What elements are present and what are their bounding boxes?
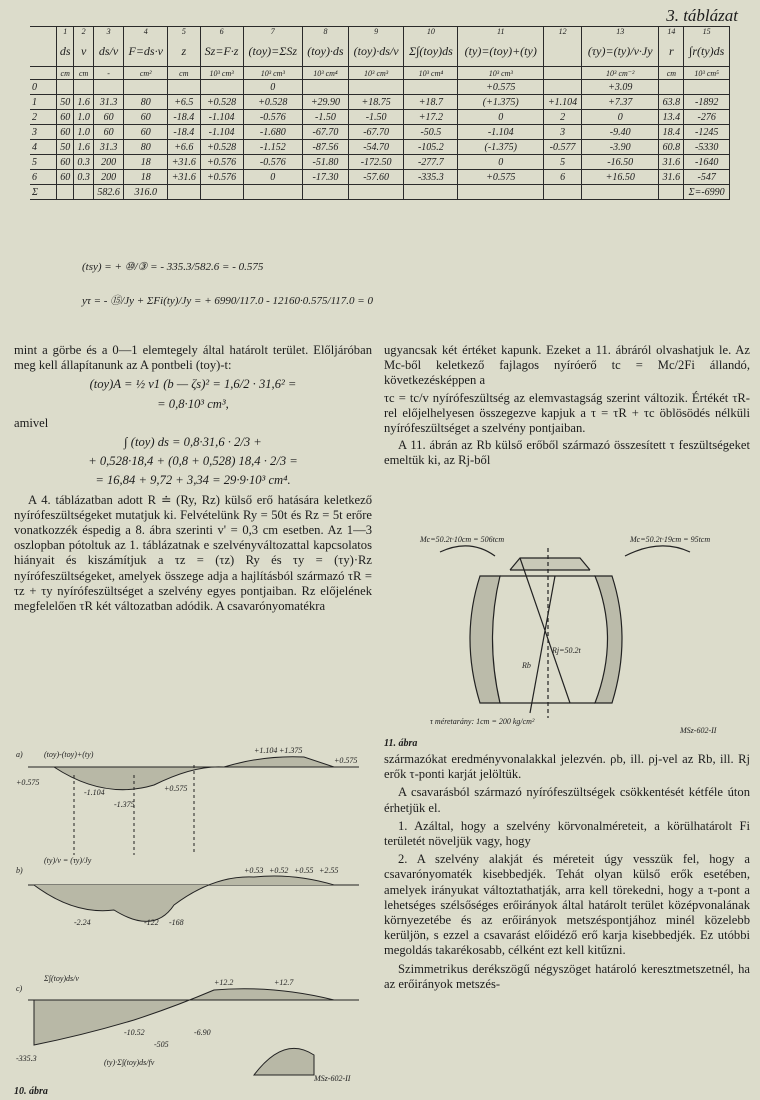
table-cell: 18: [124, 155, 168, 170]
colnum: 2: [74, 27, 93, 37]
table-cell: -172.50: [348, 155, 403, 170]
table-cell: 50: [57, 140, 74, 155]
table-cell: [200, 185, 243, 200]
table-cell: -1892: [684, 95, 730, 110]
table-cell: [404, 185, 458, 200]
table-cell: [57, 185, 74, 200]
table-column-numbers: [30, 27, 730, 37]
value: -168: [169, 918, 184, 927]
colnum: 15: [684, 27, 730, 37]
value: +0.52: [269, 866, 289, 875]
table-cell: 6: [544, 170, 582, 185]
table-cell: -276: [684, 110, 730, 125]
formula-tsy: (tsy) = + ⑩/③ = - 335.3/582.6 = - 0.575: [82, 261, 264, 273]
table-cell: [582, 185, 659, 200]
table-unit: cm: [57, 67, 74, 80]
table-cell: 200: [93, 155, 124, 170]
paragraph: Szimmetrikus derékszögű négyszöget határoló keresztmetszetnél, ha az erőirányok metszés-: [384, 961, 750, 991]
table-cell: -105.2: [404, 140, 458, 155]
row-label: 2: [30, 110, 57, 125]
value: -505: [154, 1040, 169, 1049]
table-cell: +31.6: [168, 170, 200, 185]
table-row: [30, 125, 730, 140]
value: +0.55: [294, 866, 314, 875]
colnum: 14: [659, 27, 684, 37]
left-column: [14, 343, 372, 616]
table-unit: 10³ cm³: [348, 67, 403, 80]
table-header: [544, 36, 582, 67]
table-cell: -0.576: [243, 155, 302, 170]
table-cell: [544, 80, 582, 95]
label-c-top: Σ∫(toy)ds/v: [44, 974, 79, 983]
table-cell: +29.90: [303, 95, 349, 110]
table-unit: 10³ cm³: [200, 67, 243, 80]
table-unit: 10³ cm⁴: [404, 67, 458, 80]
table-cell: 60.8: [659, 140, 684, 155]
table-header: F=ds·v: [124, 36, 168, 67]
table-header: z: [168, 36, 200, 67]
stress-diagram-left: [470, 576, 500, 703]
table-cell: 316.0: [124, 185, 168, 200]
table-header: (toy)·ds: [303, 36, 349, 67]
table-cell: [404, 80, 458, 95]
value: +1.104: [254, 746, 278, 755]
table-cell: [348, 185, 403, 200]
paragraph: amivel: [14, 415, 49, 430]
table-cell: +1.104: [544, 95, 582, 110]
row-label: 3: [30, 125, 57, 140]
colnum: 11: [458, 27, 544, 37]
equation: = 16,84 + 9,72 + 3,34 = 29·9·10³ cm⁴.: [95, 473, 291, 488]
table-cell: [74, 185, 93, 200]
table-cell: Σ=-6990: [684, 185, 730, 200]
table-cell: +0.576: [200, 155, 243, 170]
table-cell: 60: [93, 125, 124, 140]
label-c: c): [16, 984, 23, 993]
table-cell: 60: [93, 110, 124, 125]
table-cell: 31.6: [659, 155, 684, 170]
paragraph: ugyancsak két értéket kapunk. Ezeket a 11. ábráról olvashatjuk le. Az Mc-ből keletkező fajlagos nyíróerő tc = Mc/2Fi állandó, következésképpen a: [384, 343, 750, 388]
value: -122: [144, 918, 159, 927]
table-header-row: [30, 36, 730, 67]
formula-ytau: yτ = - ⑮/Jy + ΣFi(ty)/Jy = + 6990/117.0 - 12160·0.575/117.0 = 0: [82, 295, 373, 307]
colnum: 4: [124, 27, 168, 37]
table-header: (toy)·ds/v: [348, 36, 403, 67]
table-cell: -1.152: [243, 140, 302, 155]
table-header: r: [659, 36, 684, 67]
table-header: ds: [57, 36, 74, 67]
table-cell: 1.0: [74, 110, 93, 125]
stress-diagram-right: [595, 576, 622, 703]
value: +0.53: [244, 866, 264, 875]
table-cell: 80: [124, 140, 168, 155]
table-cell: +16.50: [582, 170, 659, 185]
table-unit: cm: [168, 67, 200, 80]
value: -335.3: [16, 1054, 37, 1063]
table-cell: 0: [582, 110, 659, 125]
value: -1.104: [84, 788, 105, 797]
paragraph: 2. A szelvény alakját és méreteit úgy vesszük fel, hogy a csavarónyomaték kisebbedjék. Tehát olyan külső erők esetében, amelyek irányukat változtathatják, arra kell törekedni, hogy a τ-pont a lehetséges szélsőséges erőirányok által határolt terület középvonalának környezetébe és az erőirányok metszéspontjához minél közelebb kerüljön, s ezzel a csavarást előidéző erő karja kisebbedjék. Ez utóbbi megoldás takarékosabb, célként ezt kell kitűzni.: [384, 852, 750, 958]
table-row: [30, 170, 730, 185]
table-unit: 10³ cm³: [243, 67, 302, 80]
table-cell: 200: [93, 170, 124, 185]
table-cell: +6.6: [168, 140, 200, 155]
table-cell: +7.37: [582, 95, 659, 110]
table-header: ∫r(ty)ds: [684, 36, 730, 67]
table-cell: +0.576: [200, 170, 243, 185]
table-cell: +17.2: [404, 110, 458, 125]
table-cell: -335.3: [404, 170, 458, 185]
table-cell: (+1.375): [458, 95, 544, 110]
table-cell: -17.30: [303, 170, 349, 185]
table-cell: [303, 80, 349, 95]
colnum: 9: [348, 27, 403, 37]
table-cell: +0.575: [458, 170, 544, 185]
table-cell: 60: [124, 110, 168, 125]
paragraph: τc = tc/v nyírófeszültség az elemvastagság szerint változik. Értékét τR-rel előjelhelyesen összegezve kapjuk a τ = τR + τc öblösödés nélküli nyírófeszültséget a szelvény pontjaiban.: [384, 390, 750, 436]
table-cell: 60: [57, 110, 74, 125]
table-cell: 31.6: [659, 170, 684, 185]
table-cell: -67.70: [303, 125, 349, 140]
row-label: 5: [30, 155, 57, 170]
moment-arrow-left: [440, 546, 495, 556]
table-corner: [30, 36, 57, 67]
value: +12.2: [214, 978, 234, 987]
table-sum-row: [30, 185, 730, 200]
table-cell: -57.60: [348, 170, 403, 185]
table-cell: +6.5: [168, 95, 200, 110]
table-cell: -51.80: [303, 155, 349, 170]
paragraph: származókat eredményvonalakkal jelezvén. ρb, ill. ρj-vel az Rb, ill. Rj erők τ-ponti karját jelöltük.: [384, 752, 750, 782]
table-title: 3. táblázat: [666, 6, 738, 25]
table-row: [30, 140, 730, 155]
figure-10-caption: 10. ábra: [14, 1086, 48, 1097]
table-cell: 60: [124, 125, 168, 140]
equation: ∫ (toy) ds = 0,8·31,6 · 2/3 +: [124, 435, 262, 450]
table-cell: 5: [544, 155, 582, 170]
row-label: 4: [30, 140, 57, 155]
table-cell: -5330: [684, 140, 730, 155]
table-cell: 31.3: [93, 95, 124, 110]
table-cell: 80: [124, 95, 168, 110]
table-cell: -54.70: [348, 140, 403, 155]
table-cell: [93, 80, 124, 95]
table-cell: 0: [243, 80, 302, 95]
table-row: [30, 80, 730, 95]
table-cell: -1.50: [348, 110, 403, 125]
table-cell: 60: [57, 170, 74, 185]
table-cell: +0.528: [200, 95, 243, 110]
table-cell: 0: [458, 155, 544, 170]
colnum: 5: [168, 27, 200, 37]
right-column: [384, 343, 750, 471]
table-cell: 1.6: [74, 140, 93, 155]
right-column-lower: [384, 752, 750, 995]
table-cell: -1.104: [200, 125, 243, 140]
colnum: 1: [57, 27, 74, 37]
table-cell: 0: [243, 170, 302, 185]
sum-label: Σ: [30, 185, 57, 200]
label-a: a): [16, 750, 23, 759]
colnum: 6: [200, 27, 243, 37]
paragraph: A csavarásból származó nyírófeszültségek csökkentését kétféle úton érhetjük el.: [384, 785, 750, 815]
table-cell: 31.3: [93, 140, 124, 155]
table-cell: 1.0: [74, 125, 93, 140]
table-cell: +0.575: [458, 80, 544, 95]
table-unit: cm: [74, 67, 93, 80]
table-cell: [168, 185, 200, 200]
table-cell: -67.70: [348, 125, 403, 140]
table-header: Sz=F·z: [200, 36, 243, 67]
figure-11: [380, 528, 750, 748]
table-header: (τy)=(ty)/v·Jy: [582, 36, 659, 67]
table-cell: 582.6: [93, 185, 124, 200]
table-cell: 18: [124, 170, 168, 185]
table-cell: -1.104: [458, 125, 544, 140]
label-mc-left: Mc=50.2t·10cm = 506tcm: [420, 535, 505, 544]
table-header: Σ∫(toy)ds: [404, 36, 458, 67]
equation: = 0,8·10³ cm³,: [157, 396, 229, 411]
diagram-c: [34, 989, 334, 1045]
table-cell: -18.4: [168, 110, 200, 125]
table-cell: [458, 185, 544, 200]
table-cell: +18.75: [348, 95, 403, 110]
table-cell: [684, 80, 730, 95]
colnum: 10: [404, 27, 458, 37]
label-rj: Rj=50.2t: [552, 646, 581, 655]
table-row: [30, 95, 730, 110]
table-cell: 63.8: [659, 95, 684, 110]
table-row: [30, 155, 730, 170]
table-cell: -3.90: [582, 140, 659, 155]
table-cell: 18.4: [659, 125, 684, 140]
value: +0.575: [164, 784, 188, 793]
moment-arrow-right: [625, 546, 690, 556]
table-cell: -9.40: [582, 125, 659, 140]
table-unit: 10³ cm⁴: [303, 67, 349, 80]
table-unit: [544, 67, 582, 80]
label-mc-right: Mc=50.2t·19cm = 95tcm: [630, 535, 711, 544]
label-b: b): [16, 866, 23, 875]
table-cell: +3.09: [582, 80, 659, 95]
row-label: 1: [30, 95, 57, 110]
equation: + 0,528·18,4 + (0,8 + 0,528) 18,4 · 2/3 =: [88, 454, 298, 469]
table-header: (ty)=(toy)+(ty): [458, 36, 544, 67]
table-cell: [74, 80, 93, 95]
value: -2.24: [74, 918, 91, 927]
table-cell: [659, 185, 684, 200]
table-cell: 3: [544, 125, 582, 140]
value: +0.575: [16, 778, 40, 787]
table-cell: [303, 185, 349, 200]
table-units-row: [30, 67, 730, 80]
colnum: 13: [582, 27, 659, 37]
value: +12.7: [274, 978, 294, 987]
label-rb: Rb: [522, 661, 531, 670]
table-cell: -0.576: [243, 110, 302, 125]
table-cell: [200, 80, 243, 95]
table-cell: 60: [57, 155, 74, 170]
table-cell: -1.104: [200, 110, 243, 125]
table-cell: +0.528: [243, 95, 302, 110]
paragraph: A 11. ábrán az Rb külső erőből származó összesített τ feszültségeket emeltük ki, az Rj-ből: [384, 438, 750, 468]
value: -6.90: [194, 1028, 211, 1037]
label-a-top: (toy)-(toy)+(ty): [44, 750, 94, 759]
table-cell: +18.7: [404, 95, 458, 110]
table-cell: [243, 185, 302, 200]
table-unit: 10³ cm³: [458, 67, 544, 80]
colnum: 3: [93, 27, 124, 37]
value: +0.575: [334, 756, 358, 765]
label-ref: MSz-602-II: [314, 1074, 351, 1083]
table-unit: -: [93, 67, 124, 80]
table-cell: [659, 80, 684, 95]
figure-11-caption: 11. ábra: [384, 738, 418, 749]
figure-11-drawing: [380, 528, 750, 748]
data-table: [30, 26, 730, 200]
figure-10: [14, 745, 372, 1085]
table-cell: 13.4: [659, 110, 684, 125]
table-cell: -1245: [684, 125, 730, 140]
table-cell: +31.6: [168, 155, 200, 170]
table-cell: [124, 80, 168, 95]
paragraph: 1. Azáltal, hogy a szelvény körvonalméreteit, a körülhatárolt Fi területét növeljük vagy, hogy: [384, 818, 750, 849]
table-unit: 10³ cm⁻²: [582, 67, 659, 80]
table-row: [30, 110, 730, 125]
row-label: 0: [30, 80, 57, 95]
section-sketch: [254, 1048, 314, 1075]
table-cell: -547: [684, 170, 730, 185]
label-b-top: (ty)/v = (τy)/Jy: [44, 856, 92, 865]
table-cell: 1.6: [74, 95, 93, 110]
table-header: (toy)=ΣSz: [243, 36, 302, 67]
table-cell: -277.7: [404, 155, 458, 170]
table-cell: -0.577: [544, 140, 582, 155]
table-unit: cm²: [124, 67, 168, 80]
value: -10.52: [124, 1028, 145, 1037]
table-cell: 60: [57, 125, 74, 140]
colnum: 8: [303, 27, 349, 37]
row-label: 6: [30, 170, 57, 185]
label-ref: MSz-602-II: [680, 726, 717, 735]
table-header: v: [74, 36, 93, 67]
table-header: ds/v: [93, 36, 124, 67]
value: +2.55: [319, 866, 339, 875]
table-body: [30, 80, 730, 185]
table-cell: 0.3: [74, 155, 93, 170]
table-cell: -18.4: [168, 125, 200, 140]
table-cell: 0.3: [74, 170, 93, 185]
table-cell: 2: [544, 110, 582, 125]
table-cell: -87.56: [303, 140, 349, 155]
table-unit: cm: [659, 67, 684, 80]
table-cell: (-1.375): [458, 140, 544, 155]
equation: (toy)A = ½ v1 (b — ζs)² = 1,6/2 · 31,6² =: [89, 377, 297, 392]
table-cell: [57, 80, 74, 95]
paragraph: mint a görbe és a 0—1 elemtegely által határolt terület. Előljáróban meg kell állapítanunk az A pontbeli (toy)-t:: [14, 343, 372, 373]
table-corner: [30, 27, 57, 37]
table-cell: [544, 185, 582, 200]
table-unit: 10³ cm⁵: [684, 67, 730, 80]
colnum: 7: [243, 27, 302, 37]
force-lines: [520, 558, 570, 713]
label-c-bottom: (ty)·Σ∫(toy)ds/fv: [104, 1058, 155, 1067]
table-cell: -50.5: [404, 125, 458, 140]
table-cell: -1.680: [243, 125, 302, 140]
figure-10-drawing: [14, 745, 372, 1085]
table-cell: +0.528: [200, 140, 243, 155]
colnum: 12: [544, 27, 582, 37]
diagram-b: [34, 876, 334, 921]
table-cell: -1.50: [303, 110, 349, 125]
label-scale: τ méretarány: 1cm = 200 kg/cm²: [430, 717, 535, 726]
table-cell: [348, 80, 403, 95]
value: +1.375: [279, 746, 303, 755]
table-cell: 0: [458, 110, 544, 125]
table-cell: -1640: [684, 155, 730, 170]
table-cell: -16.50: [582, 155, 659, 170]
table-corner: [30, 67, 57, 80]
table-cell: 50: [57, 95, 74, 110]
value: -1.375: [114, 800, 135, 809]
paragraph: A 4. táblázatban adott R ≐ (Ry, Rz) külső erő hatására keletkező nyírófeszültségeket mutatjuk ki. Felvételünk Ry = 50t és Rz = 5t erőre vonatkozzék éspedig a 8. ábra szerinti v' = 0,3 cm esetben. Az 1—3 oszlopban pótoltuk az 1. táblázatnak e szelvényváltozattal kapcsolatos hiányait és kiszámítjuk a τz = (τz) Ry és τy = (τy)·Rz nyírófeszültségeket, amelyek összege adja a hajlításból származó τR = τz + τy nyírófeszültséget a szelvény egyes pontjaiban. Rz előjelének megfelelően τR két változatban adódik. A csavarónyomatékra: [14, 492, 372, 614]
table-cell: [168, 80, 200, 95]
